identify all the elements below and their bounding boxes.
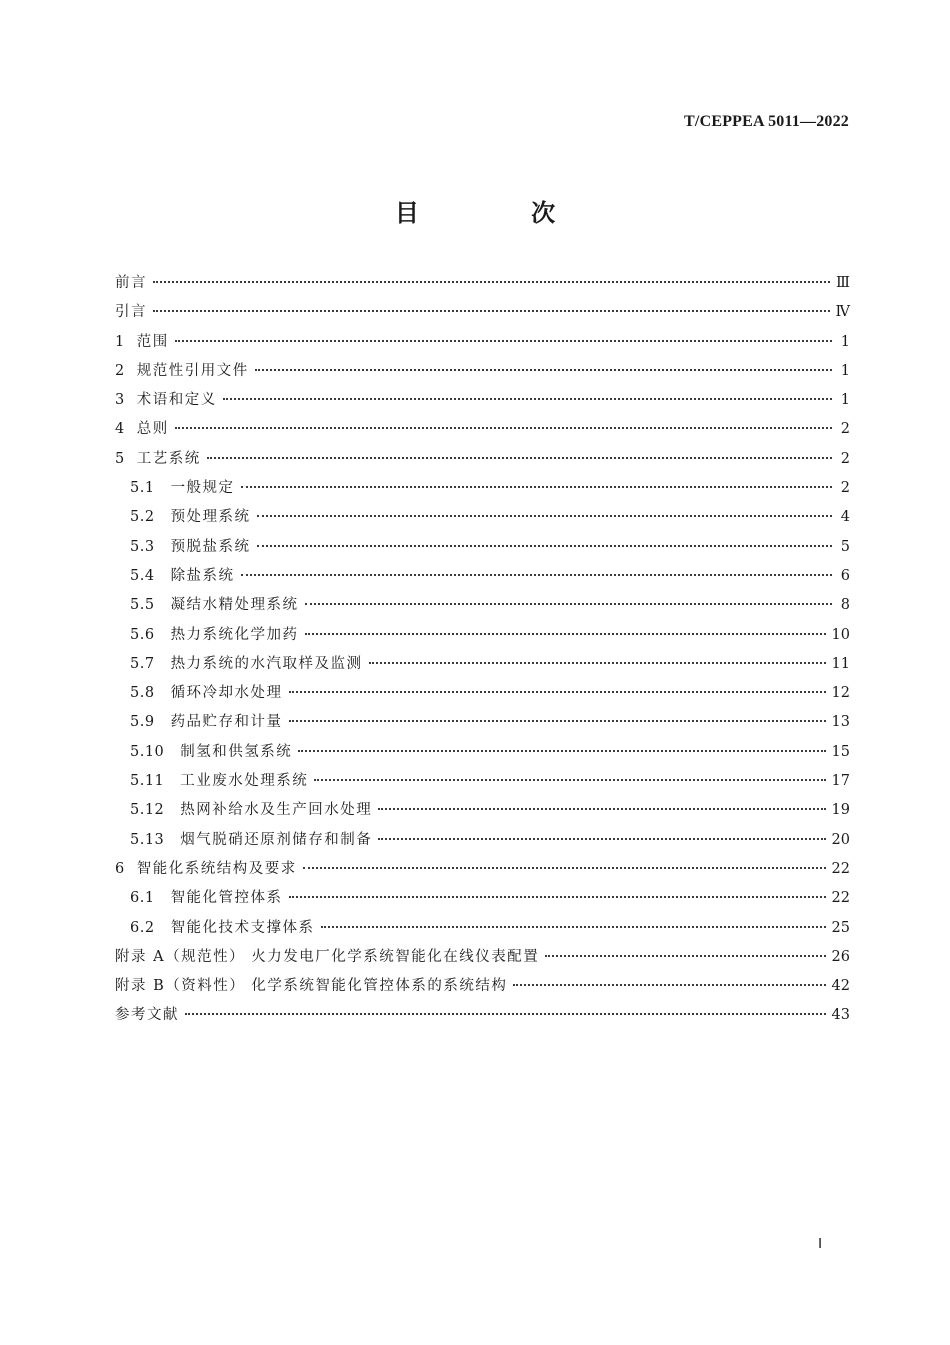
toc-entry-page: 4 (840, 509, 850, 526)
toc-entry[interactable] (115, 533, 850, 562)
toc-entry[interactable] (115, 386, 850, 415)
toc-entry-page: 42 (831, 978, 850, 995)
toc-entry[interactable] (115, 562, 850, 591)
toc-entry-number: 5.8 (130, 685, 155, 702)
page-number: Ⅰ (818, 1237, 823, 1252)
toc-entry[interactable] (115, 415, 850, 444)
toc-entry-number: 6.1 (130, 890, 155, 907)
toc-entry-number: 4 (115, 421, 125, 438)
toc-entry-number: 5.13 (130, 831, 165, 848)
toc-entry-page: 13 (831, 714, 850, 731)
toc-entry-label: 除盐系统 (170, 567, 235, 584)
toc-entry-label: 热网补给水及生产回水处理 (180, 802, 373, 819)
toc-entry-page: 25 (831, 919, 850, 936)
toc-entry-page: 2 (840, 450, 850, 467)
toc-entry-label: 循环冷却水处理 (170, 685, 283, 702)
toc-entry[interactable] (115, 1001, 850, 1030)
toc-entry-label: 热力系统化学加药 (170, 626, 299, 643)
toc-entry[interactable] (115, 503, 850, 532)
toc-entry[interactable] (115, 767, 850, 796)
toc-entry-label: 引言 (115, 304, 147, 321)
toc-entry-page: 1 (840, 362, 850, 379)
toc-entry-page: 26 (831, 948, 850, 965)
dot-leader (369, 661, 826, 664)
toc-entry-page: Ⅲ (836, 275, 850, 291)
toc-entry[interactable] (115, 328, 850, 357)
toc-entry-label: 烟气脱硝还原剂储存和制备 (180, 831, 373, 848)
toc-entry-page: 20 (831, 831, 850, 848)
toc-entry-page: 43 (831, 1007, 850, 1024)
dot-leader (175, 339, 832, 342)
page-title: 目 次 (394, 199, 608, 227)
toc-entry-page: 22 (831, 890, 850, 907)
toc-entry-number: 5 (115, 450, 125, 467)
toc-entry[interactable] (115, 357, 850, 386)
toc-entry-number: 6.2 (130, 919, 155, 936)
toc-entry-label: 药品贮存和计量 (170, 714, 283, 731)
toc-entry-number: 2 (115, 362, 125, 379)
toc-entry-page: 1 (840, 392, 850, 409)
toc-entry[interactable] (115, 621, 850, 650)
dot-leader (298, 749, 825, 752)
toc-entry-label: 规范性引用文件 (136, 362, 249, 379)
dot-leader (153, 309, 830, 312)
toc-entry-number: 5.6 (130, 626, 155, 643)
toc-entry-page: 19 (831, 802, 850, 819)
toc-entry-page: Ⅳ (835, 304, 850, 321)
toc-entry-label: 范围 (136, 333, 169, 350)
toc-entry-label: 工艺系统 (136, 450, 201, 467)
toc-entry-label: 制氢和供氢系统 (180, 743, 293, 760)
toc-entry-label: 工业废水处理系统 (180, 773, 309, 790)
toc-entry-label: 一般规定 (170, 480, 235, 497)
toc-entry[interactable] (115, 591, 850, 620)
toc-entry[interactable] (115, 972, 850, 1001)
toc-entry-number: 5.9 (130, 714, 155, 731)
toc-entry[interactable] (115, 708, 850, 737)
toc-entry-number: 5.5 (130, 597, 155, 614)
toc-entry[interactable] (115, 796, 850, 825)
toc-entry-number: 3 (115, 392, 125, 409)
toc-entry-number: 6 (115, 860, 125, 877)
dot-leader (185, 1012, 826, 1015)
toc-entry-label: 附录 B（资料性） 化学系统智能化管控体系的系统结构 (115, 978, 508, 995)
toc-entry-page: 12 (831, 685, 850, 702)
toc-entry[interactable] (115, 474, 850, 503)
dot-leader (314, 778, 825, 781)
dot-leader (303, 866, 826, 869)
dot-leader (378, 837, 825, 840)
dot-leader (207, 456, 832, 459)
toc-entry[interactable] (115, 650, 850, 679)
toc-entry[interactable] (115, 855, 850, 884)
toc-entry-page: 2 (840, 421, 850, 438)
toc-entry[interactable] (115, 445, 850, 474)
dot-leader (545, 954, 825, 957)
dot-leader (305, 632, 826, 635)
dot-leader (175, 426, 832, 429)
dot-leader (513, 983, 825, 986)
toc-entry-page: 6 (840, 567, 850, 584)
toc-entry-number: 5.3 (130, 538, 155, 555)
dot-leader (289, 690, 826, 693)
dot-leader (153, 280, 830, 283)
toc-entry-page: 2 (840, 480, 850, 497)
toc-entry-number: 5.7 (130, 655, 155, 672)
toc-entry-page: 15 (831, 743, 850, 760)
toc-entry-page: 22 (831, 860, 850, 877)
table-of-contents (115, 269, 850, 1031)
toc-entry[interactable] (115, 914, 850, 943)
toc-entry[interactable] (115, 826, 850, 855)
dot-leader (257, 544, 832, 547)
toc-entry-number: 5.11 (130, 773, 165, 790)
toc-entry[interactable] (115, 884, 850, 913)
dot-leader (289, 895, 826, 898)
toc-entry-label: 总则 (136, 421, 169, 438)
toc-entry-number: 5.2 (130, 509, 155, 526)
toc-entry-page: 17 (831, 773, 850, 790)
toc-entry[interactable] (115, 298, 850, 327)
toc-entry-page: 8 (840, 597, 850, 614)
toc-entry-label: 预脱盐系统 (170, 538, 251, 555)
toc-entry-page: 1 (840, 333, 850, 350)
dot-leader (241, 573, 832, 576)
dot-leader (321, 925, 826, 928)
toc-entry-number: 5.1 (130, 480, 155, 497)
toc-entry-number: 5.12 (130, 802, 165, 819)
toc-entry-number: 1 (115, 333, 125, 350)
dot-leader (257, 514, 832, 517)
toc-entry-number: 5.10 (130, 743, 165, 760)
toc-entry-page: 11 (831, 655, 850, 672)
toc-entry-label: 术语和定义 (136, 392, 217, 409)
dot-leader (223, 397, 832, 400)
standard-code: T/CEPPEA 5011—2022 (684, 113, 849, 130)
toc-entry-label: 预处理系统 (170, 509, 251, 526)
toc-entry-number: 5.4 (130, 567, 155, 584)
toc-entry-label: 智能化管控体系 (170, 890, 283, 907)
toc-entry[interactable] (115, 679, 850, 708)
toc-entry-label: 参考文献 (115, 1007, 179, 1024)
toc-entry-label: 凝结水精处理系统 (170, 597, 299, 614)
dot-leader (241, 485, 832, 488)
dot-leader (255, 368, 832, 371)
toc-entry[interactable] (115, 738, 850, 767)
toc-entry-label: 智能化系统结构及要求 (136, 860, 297, 877)
toc-entry-label: 智能化技术支撑体系 (170, 919, 315, 936)
toc-entry-label: 前言 (115, 275, 147, 291)
dot-leader (289, 719, 826, 722)
dot-leader (305, 602, 832, 605)
toc-entry-page: 5 (840, 538, 850, 555)
toc-entry[interactable] (115, 269, 850, 298)
dot-leader (378, 807, 825, 810)
toc-entry-label: 附录 A（规范性） 火力发电厂化学系统智能化在线仪表配置 (115, 948, 540, 965)
toc-entry[interactable] (115, 943, 850, 972)
toc-entry-label: 热力系统的水汽取样及监测 (170, 655, 363, 672)
toc-entry-page: 10 (831, 626, 850, 643)
